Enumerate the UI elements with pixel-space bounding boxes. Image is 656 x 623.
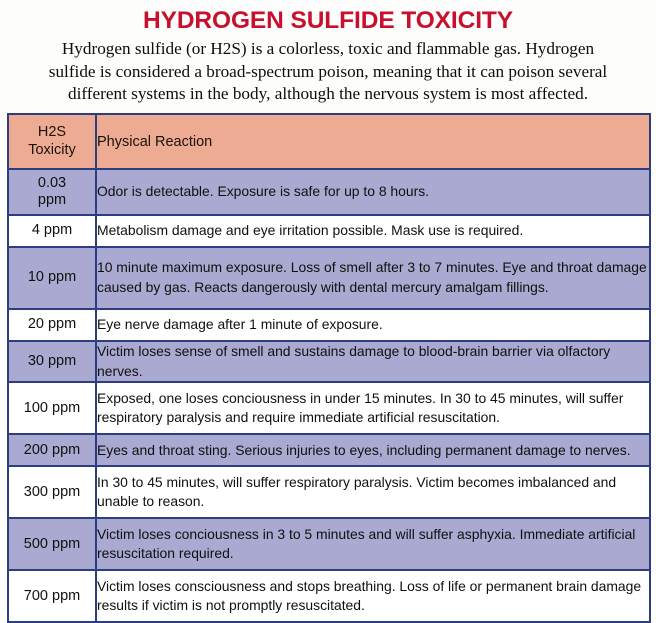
- cell-toxicity-line2: ppm: [37, 192, 67, 208]
- cell-toxicity-line1: 0.03: [37, 174, 67, 191]
- cell-reaction: Odor is detectable. Exposure is safe for up to 8 hours.: [96, 169, 650, 215]
- cell-toxicity: 10 ppm: [8, 247, 96, 309]
- toxicity-table: [7, 113, 651, 623]
- table-row: [8, 247, 650, 309]
- column-header-toxicity: [8, 114, 96, 169]
- table-row: [8, 382, 650, 434]
- cell-toxicity: 500 ppm: [8, 518, 96, 570]
- cell-reaction: Victim loses conciousness in 3 to 5 minutes and will suffer asphyxia. Immediate artificial resuscitation required.: [96, 518, 650, 570]
- cell-toxicity: 700 ppm: [8, 570, 96, 622]
- cell-reaction: Metabolism damage and eye irritation possible. Mask use is required.: [96, 215, 650, 247]
- column-header-reaction: Physical Reaction: [96, 114, 650, 169]
- cell-toxicity: 300 ppm: [8, 466, 96, 518]
- table-row: [8, 215, 650, 247]
- table-row: [8, 309, 650, 341]
- page-subtitle: Hydrogen sulfide (or H2S) is a colorless, toxic and flammable gas. Hydrogen sulfide is considered a broad-spectrum poison, meaning that it can poison several different systems in the body, although the nervous system is most affected.: [48, 38, 608, 104]
- page-title: HYDROGEN SULFIDE TOXICITY: [142, 7, 514, 34]
- cell-toxicity: 30 ppm: [8, 341, 96, 382]
- cell-toxicity: 200 ppm: [8, 434, 96, 466]
- table-row: [8, 169, 650, 215]
- cell-toxicity: [8, 169, 96, 215]
- table-row: [8, 518, 650, 570]
- toxicity-table-wrapper: [7, 113, 649, 623]
- cell-reaction: 10 minute maximum exposure. Loss of smell after 3 to 7 minutes. Eye and throat damage caused by gas. Reacts dangerously with dental mercury amalgam fillings.: [96, 247, 650, 309]
- cell-reaction: Victim loses sense of smell and sustains damage to blood-brain barrier via olfactory nerves.: [96, 341, 650, 382]
- table-row: [8, 570, 650, 622]
- column-header-toxicity-line1: H2S: [37, 124, 67, 141]
- table-row: [8, 434, 650, 466]
- cell-reaction: Victim loses consciousness and stops breathing. Loss of life or permanent brain damage results if victim is not promptly resuscitated.: [96, 570, 650, 622]
- cell-toxicity: 20 ppm: [8, 309, 96, 341]
- cell-reaction: Eye nerve damage after 1 minute of exposure.: [96, 309, 650, 341]
- cell-toxicity: 4 ppm: [8, 215, 96, 247]
- table-row: [8, 341, 650, 382]
- table-row: [8, 466, 650, 518]
- cell-reaction: In 30 to 45 minutes, will suffer respiratory paralysis. Victim becomes imbalanced and unable to reason.: [96, 466, 650, 518]
- cell-reaction: Exposed, one loses conciousness in under 15 minutes. In 30 to 45 minutes, will suffer respiratory paralysis and require immediate artificial resuscitation.: [96, 382, 650, 434]
- cell-reaction: Eyes and throat sting. Serious injuries to eyes, including permanent damage to nerves.: [96, 434, 650, 466]
- table-header-row: [8, 114, 650, 169]
- cell-toxicity: 100 ppm: [8, 382, 96, 434]
- column-header-toxicity-line2: Toxicity: [28, 141, 76, 158]
